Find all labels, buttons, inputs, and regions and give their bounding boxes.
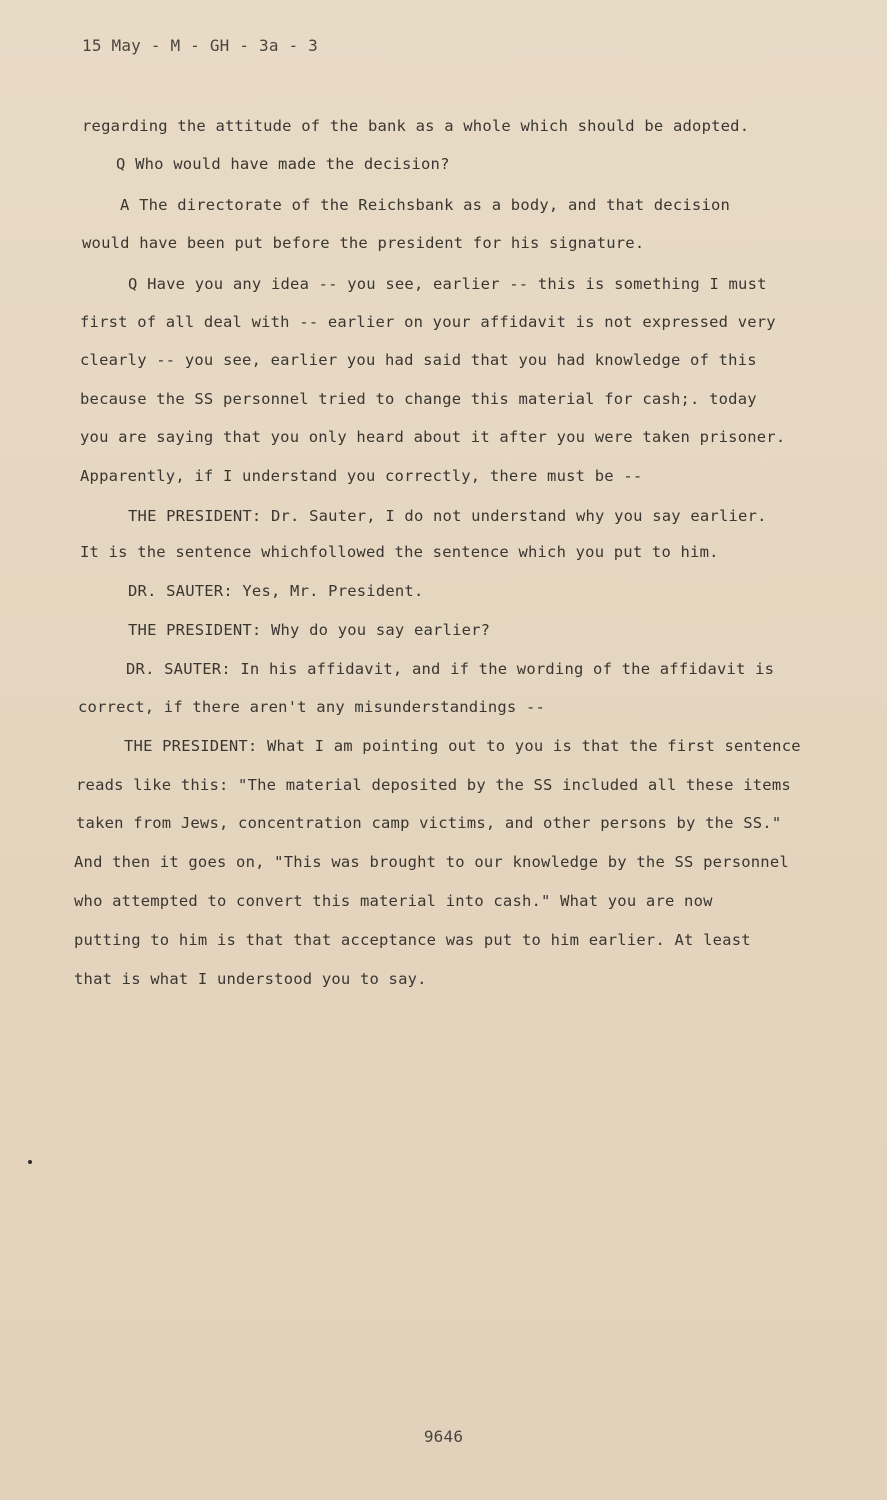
transcript-line: would have been put before the president for his signature. [82, 234, 645, 252]
transcript-line: regarding the attitude of the bank as a whole which should be adopted. [82, 117, 750, 135]
transcript-line: taken from Jews, concentration camp victims, and other persons by the SS." [76, 814, 782, 832]
transcript-line: putting to him is that that acceptance was put to him earlier. At least [74, 931, 751, 949]
transcript-line: Apparently, if I understand you correctly, there must be -- [80, 467, 643, 485]
transcript-line: you are saying that you only heard about it after you were taken prisoner. [80, 428, 786, 446]
transcript-line: that is what I understood you to say. [74, 970, 427, 988]
transcript-line: THE PRESIDENT: What I am pointing out to you is that the first sentence [124, 737, 801, 755]
transcript-line: THE PRESIDENT: Why do you say earlier? [128, 621, 491, 639]
transcript-line: who attempted to convert this material into cash." What you are now [74, 892, 713, 910]
ink-speck [28, 1160, 32, 1164]
transcript-line: correct, if there aren't any misunderstandings -- [78, 698, 546, 716]
transcript-line: first of all deal with -- earlier on your affidavit is not expressed very [80, 313, 776, 331]
page-number: 9646 [423, 1427, 464, 1446]
transcript-line: because the SS personnel tried to change this material for cash;. today [80, 390, 757, 408]
transcript-line: reads like this: "The material deposited by the SS included all these items [76, 776, 791, 794]
transcript-line: DR. SAUTER: Yes, Mr. President. [128, 582, 424, 600]
transcript-line: Q Have you any idea -- you see, earlier -- this is something I must [128, 275, 767, 293]
transcript-line: clearly -- you see, earlier you had said that you had knowledge of this [80, 351, 757, 369]
transcript-line: A The directorate of the Reichsbank as a body, and that decision [120, 196, 731, 214]
transcript-line: And then it goes on, "This was brought to our knowledge by the SS personnel [74, 853, 789, 871]
transcript-line: Q Who would have made the decision? [116, 155, 450, 173]
transcript-line: THE PRESIDENT: Dr. Sauter, I do not understand why you say earlier. [128, 507, 767, 525]
page-header: 15 May - M - GH - 3a - 3 [82, 36, 318, 55]
transcript-line: It is the sentence whichfollowed the sentence which you put to him. [80, 543, 719, 561]
transcript-line: DR. SAUTER: In his affidavit, and if the wording of the affidavit is [126, 660, 775, 678]
